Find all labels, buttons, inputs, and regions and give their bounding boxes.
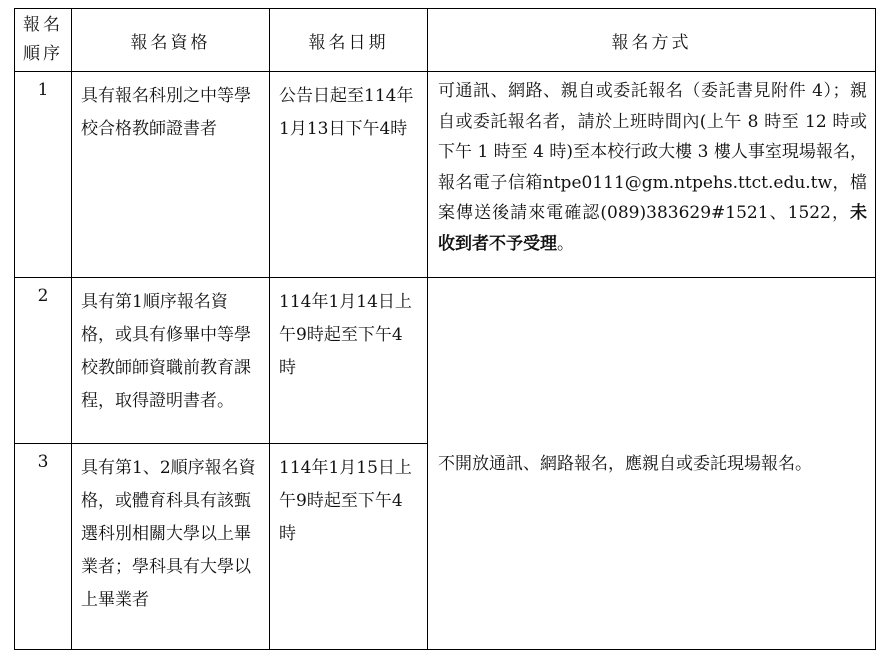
header-order-line1: 報名 [23, 15, 63, 35]
row-method-shared: 不開放通訊、網路報名，應親自或委託現場報名。 [428, 278, 876, 650]
table-row [15, 278, 876, 444]
row-date: 114年1月15日上午9時起至下午4時 [270, 444, 428, 650]
row-order: 2 [15, 278, 72, 444]
row-date: 公告日起至114年1月13日下午4時 [270, 72, 428, 278]
row-method [428, 72, 876, 278]
row-date: 114年1月14日上午9時起至下午4時 [270, 278, 428, 444]
header-order-line2: 順序 [23, 44, 63, 64]
row-order: 1 [15, 72, 72, 278]
table-header-row [15, 9, 876, 72]
row-qualification: 具有第1順序報名資格，或具有修畢中等學校教師師資職前教育課程，取得證明書者。 [72, 278, 270, 444]
method-warning: 未收到者不予受理 [438, 203, 867, 254]
header-date: 報名日期 [270, 9, 428, 72]
header-order [15, 9, 72, 72]
row-order: 3 [15, 444, 72, 650]
row-qualification: 具有報名科別之中等學校合格教師證書者 [72, 72, 270, 278]
table-row [15, 72, 876, 278]
header-qualification: 報名資格 [72, 9, 270, 72]
method-text: 可通訊、網路、親自或委託報名（委託書見附件 4）；親自或委託報名者，請於上班時間內(上午 8 時至 12 時或下午 1 時至 4 時)至本校行政大樓 3 樓人事室現場報名，報名電子信箱ntpe0111@gm.ntpehs.ttct.edu.tw，檔案傳送後請來電確認(089)383629#1521、1522， [438, 81, 867, 223]
registration-table [14, 8, 876, 650]
header-method: 報名方式 [428, 9, 876, 72]
row-qualification: 具有第1、2順序報名資格，或體育科具有該甄選科別相關大學以上畢業者；學科具有大學以上畢業者 [72, 444, 270, 650]
method-end: 。 [557, 233, 574, 254]
